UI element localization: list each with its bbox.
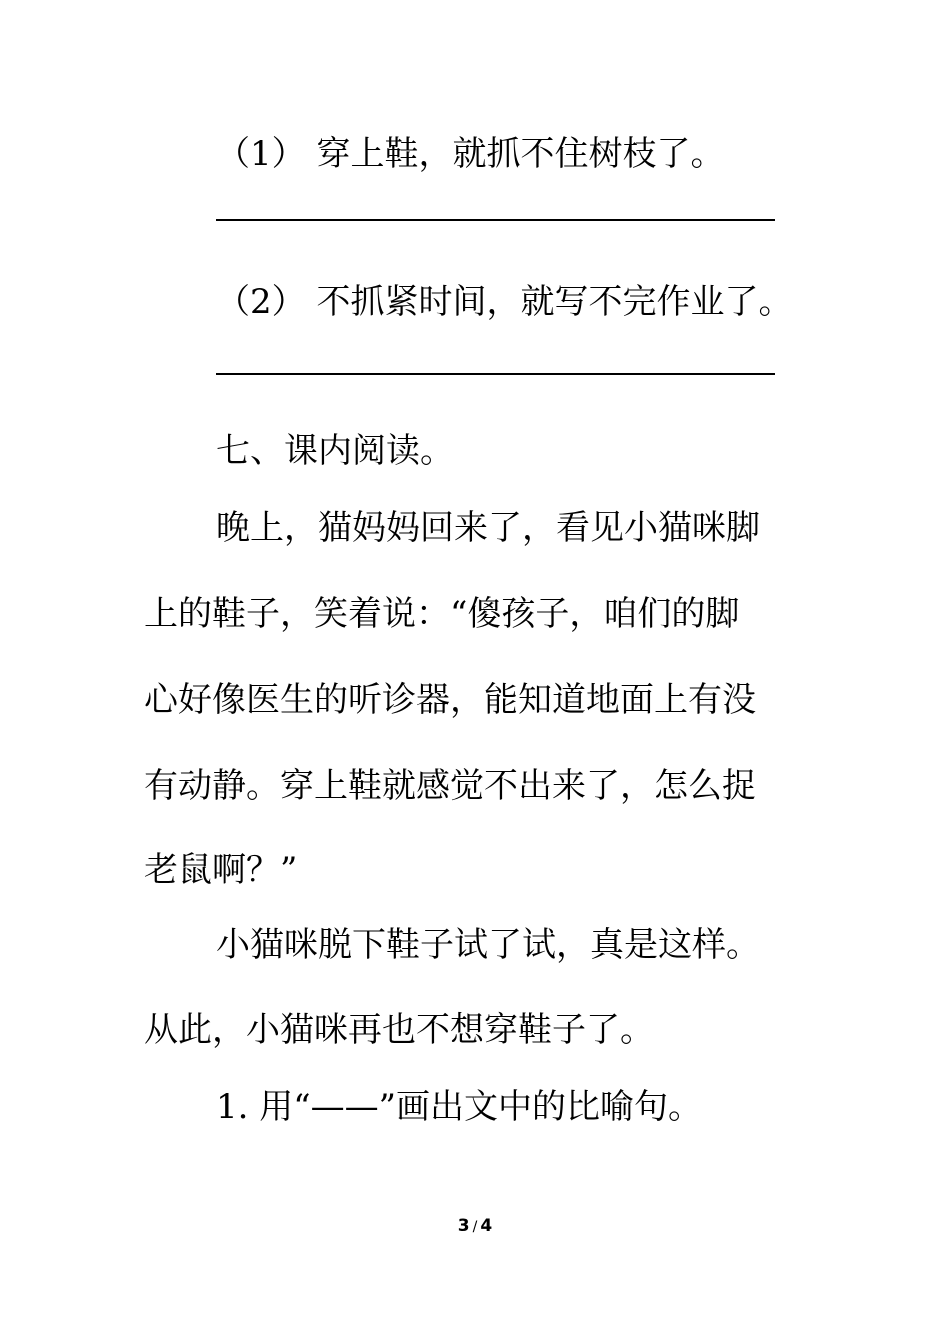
question-1: 1. 用“——”画出文中的比喻句。 — [216, 1087, 703, 1127]
paragraph-2-line-1: 小猫咪脱下鞋子试了试，真是这样。 — [216, 925, 760, 965]
answer-line-1 — [216, 219, 775, 221]
paragraph-1-line-1: 晚上，猫妈妈回来了，看见小猫咪脚 — [216, 508, 760, 548]
exercise-item-1: （1） 穿上鞋，就抓不住树枝了。 — [216, 134, 725, 174]
paragraph-1-line-4: 有动静。穿上鞋就感觉不出来了，怎么捉 — [144, 766, 756, 806]
page-separator: / — [472, 1219, 478, 1235]
exercise-item-2: （2） 不抓紧时间，就写不完作业了。 — [216, 282, 793, 322]
current-page-number: 3 — [457, 1216, 470, 1236]
section-heading: 七、课内阅读。 — [216, 431, 454, 471]
page-number — [0, 1216, 950, 1236]
paragraph-1-line-2: 上的鞋子，笑着说：“傻孩子，咱们的脚 — [144, 594, 740, 634]
answer-line-2 — [216, 373, 775, 375]
paragraph-1-line-5: 老鼠啊？” — [144, 850, 298, 890]
paragraph-2-line-2: 从此，小猫咪再也不想穿鞋子了。 — [144, 1010, 654, 1050]
total-pages-number: 4 — [480, 1216, 493, 1236]
paragraph-1-line-3: 心好像医生的听诊器，能知道地面上有没 — [144, 680, 756, 720]
